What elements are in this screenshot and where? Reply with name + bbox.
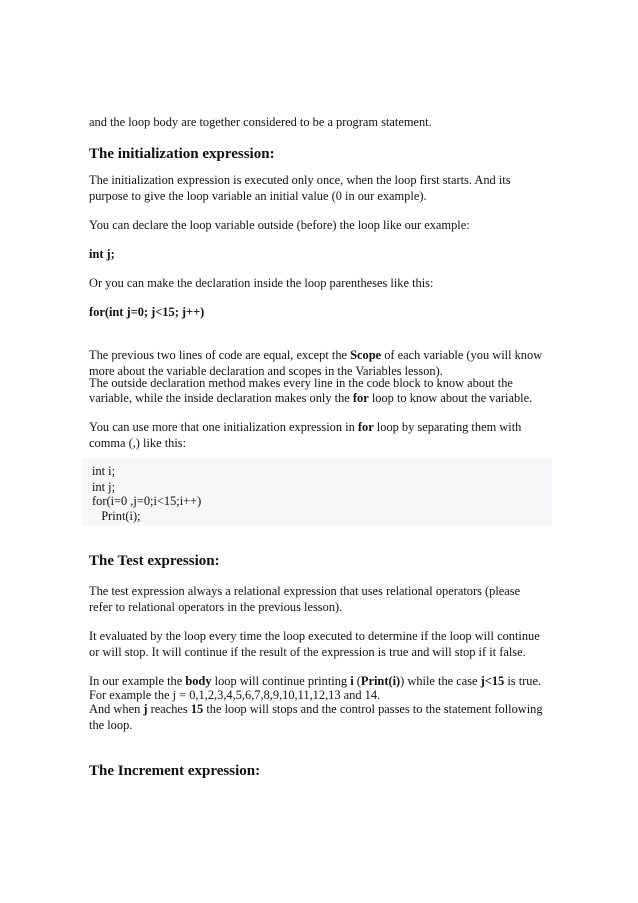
code-line: int i; [92,464,116,478]
paragraph-multi-init-line1: You can use more that one initialization expression in for loop by separating them with [89,420,522,434]
paragraph-eval-line1: It evaluated by the loop every time the loop executed to determine if the loop will continue [89,629,540,643]
paragraph-test-line1: The test expression always a relational expression that uses relational operators (please [89,584,521,598]
paragraph-scope-line2: more about the variable declaration and scopes in the Variables lesson). [89,364,443,378]
paragraph-test-line2: refer to relational operators in the previous lesson). [89,600,343,614]
paragraph-scope-line1: The previous two lines of code are equal, except the Scope of each variable (you will know [89,348,543,362]
heading-initialization-expression: The initialization expression: [89,146,275,162]
paragraph-multi-init-line2: comma (,) like this: [89,436,187,450]
heading-increment-expression: The Increment expression: [89,763,261,779]
heading-test-expression: The Test expression: [89,553,220,569]
paragraph-loop-body: and the loop body are together considered to be a program statement. [89,115,432,129]
paragraph-example-line3: And when j reaches 15 the loop will stops and the control passes to the statement following [89,702,543,716]
code-line: Print(i); [92,509,141,523]
code-block [82,459,552,525]
paragraph-scope-line3: The outside declaration method makes every line in the code block to know about the [89,376,513,390]
paragraph-example-line2: For example the j = 0,1,2,3,4,5,6,7,8,9,10,11,12,13 and 14. [89,688,381,702]
paragraph-example-line1: In our example the body loop will continue printing i (Print(i)) while the case j<15 is true. [89,674,542,688]
paragraph-eval-line2: or will stop. It will continue if the result of the expression is true and will stop if it false. [89,645,526,659]
paragraph-example-line4: the loop. [89,718,133,732]
paragraph-scope-line4: variable, while the inside declaration makes only the for loop to know about the variable. [89,391,533,405]
paragraph-init-line1: The initialization expression is executed only once, when the loop first starts. And its [89,173,511,187]
paragraph-declare-inside: Or you can make the declaration inside the loop parentheses like this: [89,276,434,290]
paragraph-init-line2: purpose to give the loop variable an initial value (0 in our example). [89,189,427,203]
code-for-loop: for(int j=0; j<15; j++) [89,305,205,319]
code-line: int j; [92,480,116,494]
code-line: for(i=0 ,j=0;i<15;i++) [92,494,202,508]
code-int-j: int j; [89,247,115,261]
paragraph-declare-outside: You can declare the loop variable outside (before) the loop like our example: [89,218,470,232]
